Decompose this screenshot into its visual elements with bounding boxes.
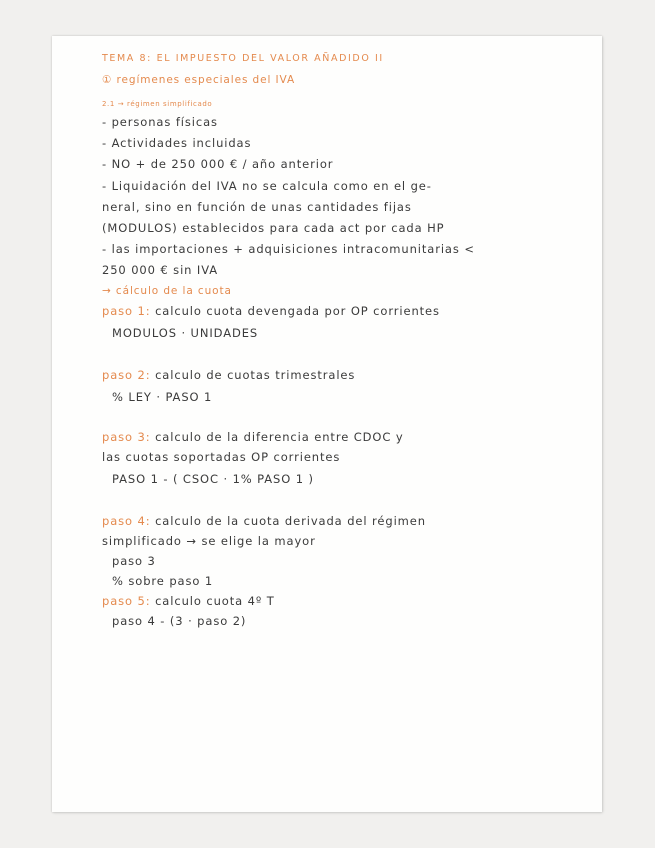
step-detail: % sobre paso 1 xyxy=(112,574,214,588)
step-5 xyxy=(102,594,275,608)
step-detail: % LEY · PASO 1 xyxy=(112,390,213,404)
step-text: calculo de cuotas trimestrales xyxy=(150,368,356,382)
step-continuation: simplificado → se elige la mayor xyxy=(102,534,316,548)
step-label: paso 1: xyxy=(102,304,151,318)
step-2 xyxy=(102,368,355,382)
step-detail: PASO 1 - ( CSOC · 1% PASO 1 ) xyxy=(112,472,314,486)
note-line: - las importaciones + adquisiciones intracomunitarias < xyxy=(102,242,475,256)
step-detail: paso 4 - (3 · paso 2) xyxy=(112,614,247,628)
subsection-title: 2.1 → régimen simplificado xyxy=(102,100,213,108)
step-label: paso 5: xyxy=(102,594,151,608)
note-line: neral, sino en función de unas cantidades fijas xyxy=(102,200,412,214)
step-label: paso 3: xyxy=(102,430,151,444)
note-line: - Liquidación del IVA no se calcula como en el ge- xyxy=(102,179,432,193)
step-3 xyxy=(102,430,404,444)
calc-heading: → cálculo de la cuota xyxy=(102,285,232,297)
step-text: calculo de la cuota derivada del régimen xyxy=(150,514,426,528)
note-line: (MODULOS) establecidos para cada act por cada HP xyxy=(102,221,445,235)
page-heading: TEMA 8: EL IMPUESTO DEL VALOR AÑADIDO II xyxy=(102,53,384,64)
note-line: 250 000 € sin IVA xyxy=(102,263,219,277)
step-text: calculo cuota 4º T xyxy=(150,594,275,608)
step-detail: MODULOS · UNIDADES xyxy=(112,326,259,340)
note-line: - NO + de 250 000 € / año anterior xyxy=(102,157,334,171)
step-text: calculo cuota devengada por OP corrientes xyxy=(150,304,440,318)
section-title: ① regímenes especiales del IVA xyxy=(102,74,296,86)
step-continuation: las cuotas soportadas OP corrientes xyxy=(102,450,341,464)
step-label: paso 2: xyxy=(102,368,151,382)
step-detail: paso 3 xyxy=(112,554,156,568)
step-label: paso 4: xyxy=(102,514,151,528)
notebook-page xyxy=(52,36,602,812)
note-line: - personas físicas xyxy=(102,115,218,129)
step-4 xyxy=(102,514,426,528)
step-1 xyxy=(102,304,440,318)
step-text: calculo de la diferencia entre CDOC y xyxy=(150,430,404,444)
note-line: - Actividades incluidas xyxy=(102,136,252,150)
